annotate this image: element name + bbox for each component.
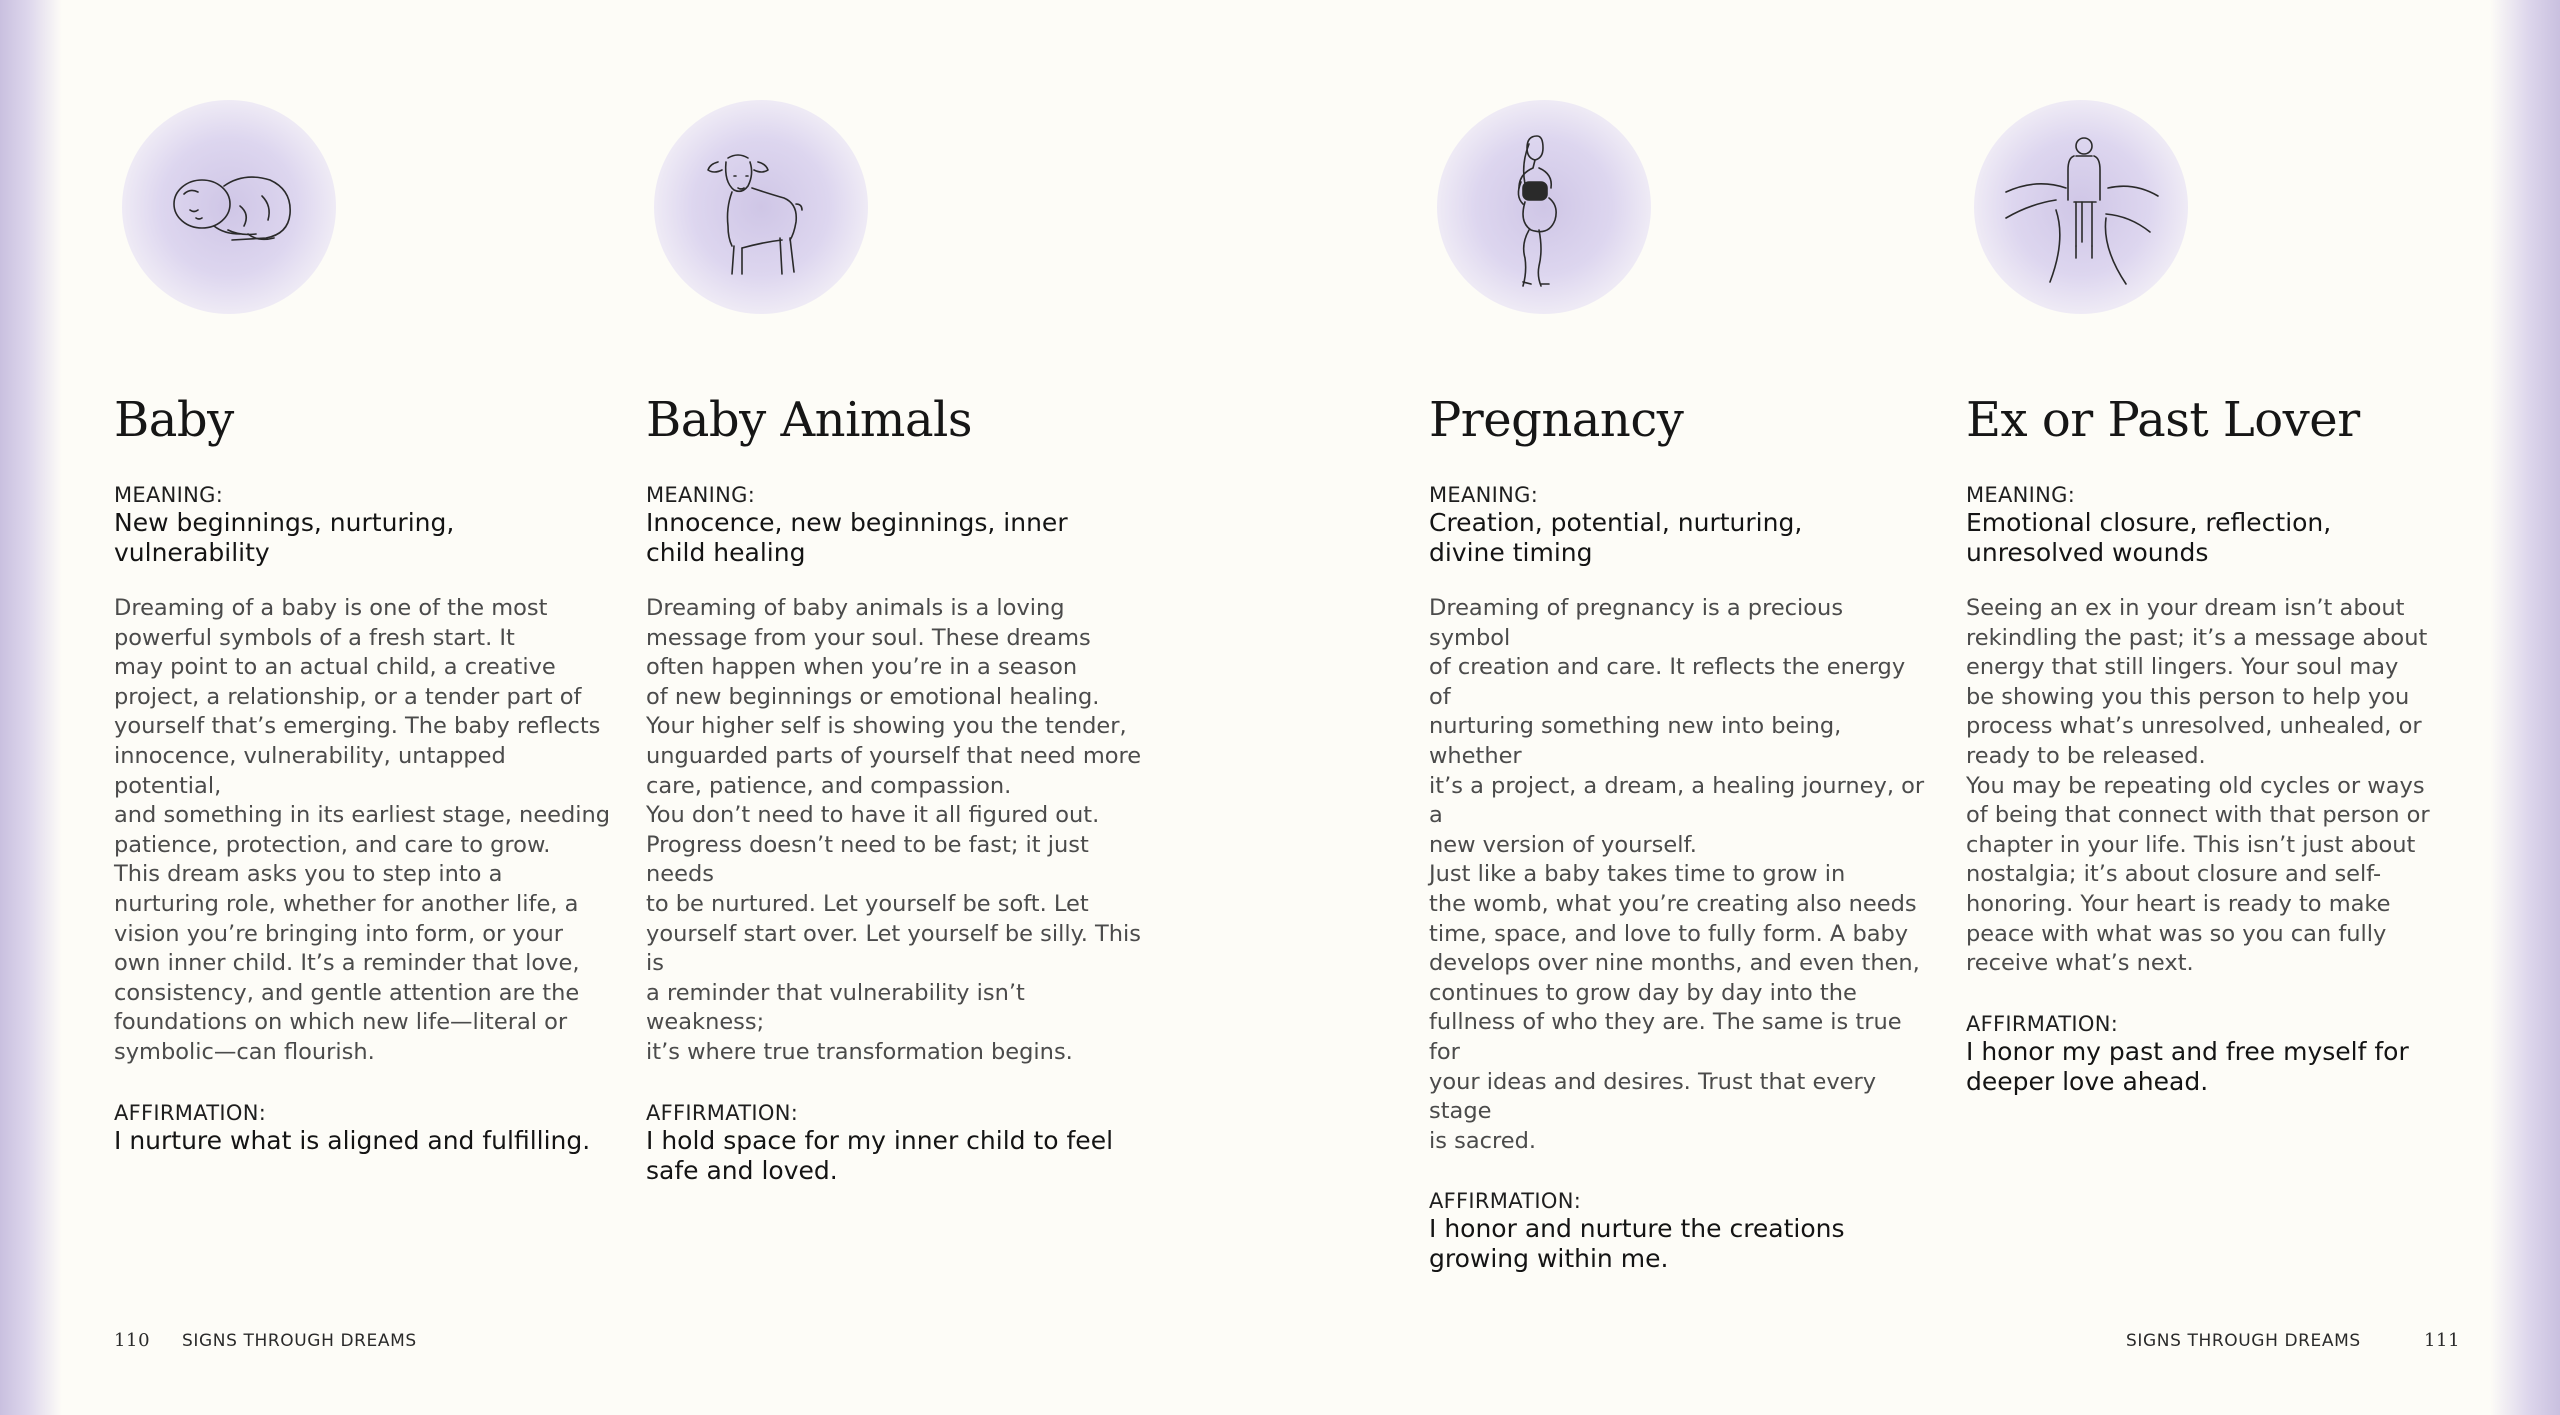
meaning-text: Emotional closure, reflection, unresolved wounds xyxy=(1966,508,2332,567)
entry-body-text: Seeing an ex in your dream isn’t about rekindling the past; it’s a message about energy that still lingers. Your soul may be showing you this person to help you process what’s unresolved, unhealed, or ready to be released. You may be repeating old cycles or ways of being that connect with that person or chapter in your life. This isn’t just about nostalgia; it’s about closure and self- honoring. Your heart is ready to make peace with what was so you can fully receive what’s next. xyxy=(1966,595,2430,977)
affirmation-text: I hold space for my inner child to feel safe and loved. xyxy=(646,1125,1114,1185)
meaning-label: MEANING: xyxy=(1966,483,2076,507)
pregnant-woman-icon xyxy=(1437,100,1651,314)
right-page-number: 111 xyxy=(2424,1330,2461,1351)
affirmation-label: AFFIRMATION: xyxy=(1429,1189,1582,1214)
meaning-label: MEANING: xyxy=(1429,483,1539,507)
entry-body-text: Dreaming of a baby is one of the most powerful symbols of a fresh start. It may point to an actual child, a creative project, a relationship, or a tender part of yourself that’s emerging. The baby reflects innocence, vulnerability, untapped potential, and something in its earliest stage, needing patience, protection, and care to grow. This dream asks you to step into a nurturing role, whether for another life, a vision you’re bringing into form, or your own inner child. It’s a reminder that love, consistency, and gentle attention are the foundations on which new life—literal or symbolic—can flourish. xyxy=(114,595,611,1065)
left-running-head: SIGNS THROUGH DREAMS xyxy=(182,1331,417,1351)
entry-title: Ex or Past Lover xyxy=(1966,392,2360,448)
affirmation-label: AFFIRMATION: xyxy=(114,1100,267,1125)
meaning-text: Creation, potential, nurturing, divine timing xyxy=(1429,508,1803,567)
affirmation-text: I honor my past and free myself for deeper love ahead. xyxy=(1966,1036,2409,1096)
affirmation-text: I nurture what is aligned and fulfilling. xyxy=(114,1125,591,1155)
right-page-edge xyxy=(2490,0,2560,1415)
entry-pregnancy xyxy=(1429,100,1929,1274)
entry-body-text: Dreaming of baby animals is a loving message from your soul. These dreams often happen when you’re in a season of new beginnings or emotional healing. Your higher self is showing you the tender, unguarded parts of yourself that need more care, patience, and compassion. You don’t need to have it all figured out. Progress doesn’t need to be fast; it just needs to be nurtured. Let yourself be soft. Let yourself start over. Let yourself be silly. This is a reminder that vulnerability isn’t weakness; it’s where true transformation begins. xyxy=(646,595,1142,1065)
meaning-text: Innocence, new beginnings, inner child healing xyxy=(646,508,1068,567)
meaning-label: MEANING: xyxy=(114,483,224,507)
sleeping-baby-icon xyxy=(122,100,336,314)
entry-title: Pregnancy xyxy=(1429,392,1684,448)
entry-title: Baby Animals xyxy=(646,392,973,448)
entry-ex-or-past-lover xyxy=(1966,100,2466,1097)
left-page-edge xyxy=(0,0,62,1415)
right-running-head: SIGNS THROUGH DREAMS xyxy=(2126,1331,2361,1351)
entry-baby-animals xyxy=(646,100,1146,1186)
affirmation-label: AFFIRMATION: xyxy=(646,1100,799,1125)
person-walking-away-icon xyxy=(1974,100,2188,314)
meaning-text: New beginnings, nurturing, vulnerability xyxy=(114,508,455,567)
affirmation-text: I honor and nurture the creations growing within me. xyxy=(1429,1214,1845,1274)
entry-baby xyxy=(114,100,614,1156)
affirmation-label: AFFIRMATION: xyxy=(1966,1011,2119,1036)
entry-body-text: Dreaming of pregnancy is a precious symbol of creation and care. It reflects the energy of nurturing something new into being, whether it’s a project, a dream, a healing journey, or a new version of yourself. Just like a baby takes time to grow in the womb, what you’re creating also needs time, space, and love to fully form. A baby develops over nine months, and even then, continues to grow day by day into the fullness of who they are. The same is true for your ideas and desires. Trust that every stage is sacred. xyxy=(1429,595,1925,1154)
lamb-icon xyxy=(654,100,868,314)
left-page-number: 110 xyxy=(114,1330,151,1351)
entry-title: Baby xyxy=(114,392,234,448)
meaning-label: MEANING: xyxy=(646,483,756,507)
